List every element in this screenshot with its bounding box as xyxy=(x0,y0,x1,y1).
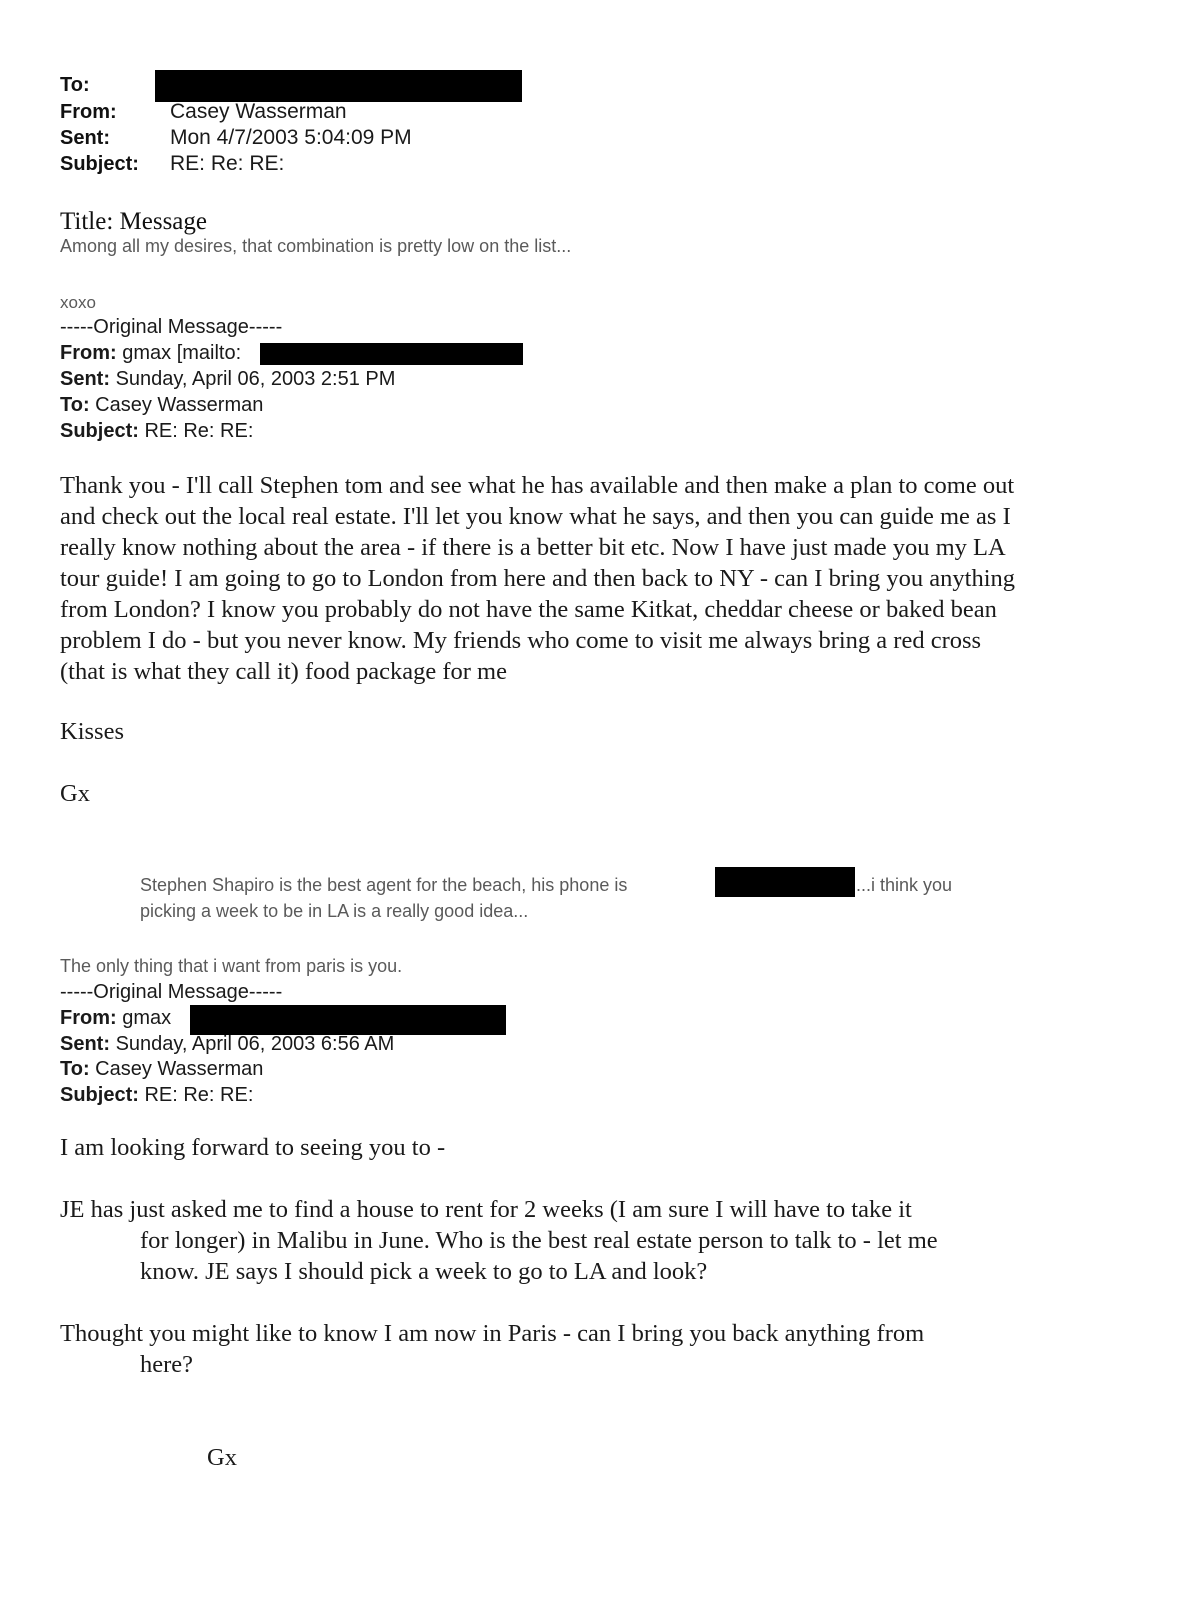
original1-sent-label: Sent: xyxy=(60,368,110,390)
subject-label: Subject: xyxy=(60,153,139,175)
original2-from-label: From: xyxy=(60,1007,117,1029)
original1-sent xyxy=(60,368,395,391)
to-label: To: xyxy=(60,74,90,96)
original2-from xyxy=(60,1007,171,1030)
sent-value: Mon 4/7/2003 5:04:09 PM xyxy=(170,126,412,149)
inline-reply-line: ...i think you xyxy=(856,875,953,895)
redaction-bar xyxy=(190,1005,506,1035)
redaction-bar xyxy=(715,867,855,897)
original1-subject-value: RE: Re: RE: xyxy=(144,420,254,442)
message1-closing: Kisses xyxy=(60,718,124,745)
original-message-divider: -----Original Message----- xyxy=(60,316,283,338)
message2-line: for longer) in Malibu in June. Who is the best real estate person to talk to - let me xyxy=(140,1227,938,1254)
original2-from-value: gmax xyxy=(122,1007,172,1029)
original2-sent-label: Sent: xyxy=(60,1033,110,1055)
reply-signoff: xoxo xyxy=(60,293,96,312)
message1-body xyxy=(60,470,1125,687)
message2-line: I am looking forward to seeing you to - xyxy=(60,1134,446,1161)
message1-line: from London? I know you probably do not have the same Kitkat, cheddar cheese or baked bean xyxy=(60,596,997,623)
message1-line: tour guide! I am going to go to London from here and then back to NY - can I bring you anything xyxy=(60,565,1016,592)
original2-subject-value: RE: Re: RE: xyxy=(144,1084,254,1106)
inline-reply-line: picking a week to be in LA is a really good idea... xyxy=(140,901,529,921)
message2-line: know. JE says I should pick a week to go to LA and look? xyxy=(140,1258,708,1285)
original2-subject-label: Subject: xyxy=(60,1084,139,1106)
message1-signature: Gx xyxy=(60,780,90,807)
original1-sent-value: Sunday, April 06, 2003 2:51 PM xyxy=(115,368,396,390)
inline-reply-line: Stephen Shapiro is the best agent for the beach, his phone is xyxy=(140,875,628,895)
original1-subject-label: Subject: xyxy=(60,420,139,442)
redaction-bar xyxy=(155,70,522,102)
original1-to-label: To: xyxy=(60,394,90,416)
original1-to xyxy=(60,394,263,417)
original2-to-label: To: xyxy=(60,1058,90,1080)
original2-subject xyxy=(60,1084,253,1107)
message1-line: Thank you - I'll call Stephen tom and see what he has available and then make a plan to come out xyxy=(60,472,1015,499)
sent-label: Sent: xyxy=(60,127,110,149)
original2-to xyxy=(60,1058,263,1081)
original1-to-value: Casey Wasserman xyxy=(95,394,264,416)
reply-line: Among all my desires, that combination is pretty low on the list... xyxy=(60,236,572,256)
message2-signature: Gx xyxy=(207,1444,237,1471)
message1-line: really know nothing about the area - if there is a better bit etc. Now I have just made you my LA xyxy=(60,534,1006,561)
original2-to-value: Casey Wasserman xyxy=(95,1058,264,1080)
original1-from xyxy=(60,342,241,365)
message1-line: (that is what they call it) food package for me xyxy=(60,658,507,685)
original1-subject xyxy=(60,420,253,443)
message2-line: JE has just asked me to find a house to rent for 2 weeks (I am sure I will have to take it xyxy=(60,1196,912,1223)
from-label: From: xyxy=(60,101,117,123)
redaction-bar xyxy=(260,343,523,365)
message2-line: here? xyxy=(140,1351,194,1378)
original-message-divider: -----Original Message----- xyxy=(60,981,283,1003)
original2-sent-value: Sunday, April 06, 2003 6:56 AM xyxy=(115,1033,395,1055)
original2-sent xyxy=(60,1033,394,1056)
original1-from-value: gmax [mailto: xyxy=(122,342,242,364)
message2-line: Thought you might like to know I am now in Paris - can I bring you back anything from xyxy=(60,1320,925,1347)
message1-line: problem I do - but you never know. My friends who come to visit me always bring a red cross xyxy=(60,627,982,654)
original1-from-label: From: xyxy=(60,342,117,364)
from-value: Casey Wasserman xyxy=(170,100,347,123)
message1-line: and check out the local real estate. I'll let you know what he says, and then you can guide me as I xyxy=(60,503,1011,530)
subject-value: RE: Re: RE: xyxy=(170,152,285,175)
message-title: Title: Message xyxy=(60,208,207,235)
reply2-line: The only thing that i want from paris is you. xyxy=(60,956,403,976)
